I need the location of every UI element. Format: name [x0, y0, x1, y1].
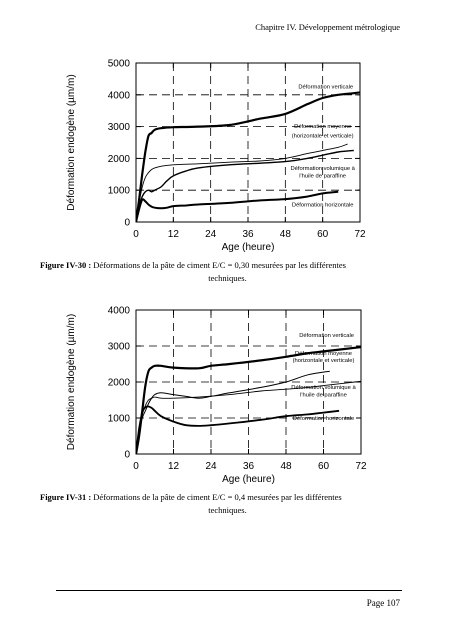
series-annotation: Déformation volumique à: [290, 166, 355, 173]
caption-number: Figure IV-31 :: [40, 492, 92, 502]
series-line-1: [136, 371, 330, 454]
x-tick-label: 48: [279, 229, 291, 240]
series-line-1: [136, 144, 348, 222]
caption-text: Déformations de la pâte de ciment E/C = 0,4 mesurées par les différentes: [91, 492, 342, 502]
y-tick-label: 2000: [107, 377, 130, 389]
series-annotation: (horizontale et verticale): [291, 133, 354, 140]
y-tick-label: 1000: [107, 413, 130, 425]
series-annotation: Déformation volumique à: [291, 385, 356, 392]
y-tick-label: 4000: [107, 305, 130, 317]
caption-number: Figure IV-30 :: [40, 260, 92, 270]
x-tick-label: 36: [242, 229, 254, 240]
series-annotation: Déformation moyenne: [294, 351, 353, 357]
y-tick-label: 0: [124, 449, 130, 461]
series-annotation: Déformation horizontale: [292, 415, 355, 422]
x-tick-label: 60: [317, 229, 329, 240]
x-tick-label: 72: [355, 461, 367, 472]
x-tick-label: 48: [280, 461, 292, 472]
x-tick-label: 72: [354, 229, 366, 240]
y-axis-label: Déformation endogène (µm/m): [66, 74, 77, 211]
x-axis-label: Age (heure): [222, 474, 275, 485]
y-tick-label: 3000: [107, 122, 130, 134]
y-tick-label: 2000: [107, 153, 130, 165]
y-tick-label: 0: [124, 217, 130, 229]
page-number: Page 107: [366, 598, 400, 608]
y-tick-label: 3000: [107, 341, 130, 353]
figure-caption-iv-30: [40, 259, 415, 285]
chart-figure-iv-30: [0, 50, 452, 258]
caption-text-line2: techniques.: [208, 273, 247, 283]
series-annotation: (horizontale et verticale): [292, 358, 355, 365]
caption-text: Déformations de la pâte de ciment E/C = 0,30 mesurées par les différentes: [91, 260, 346, 270]
x-tick-label: 60: [317, 461, 330, 472]
series-annotation: l'huile de paraffine: [300, 392, 347, 399]
x-tick-label: 36: [242, 461, 255, 472]
figure-caption-iv-31: [40, 491, 415, 517]
series-annotation: l'huile de paraffine: [299, 173, 347, 180]
caption-text-line2: techniques.: [208, 505, 247, 515]
y-axis-label: Déformation endogène (µm/m): [66, 313, 77, 451]
x-axis-label: Age (heure): [221, 242, 275, 253]
y-tick-label: 4000: [107, 90, 130, 102]
series-annotation: Déformation moyenne: [294, 124, 352, 131]
x-tick-label: 12: [167, 461, 180, 472]
chapter-header: Chapitre IV. Développement métrologique: [255, 22, 400, 32]
series-annotation: Déformation verticale: [299, 333, 355, 339]
x-tick-label: 0: [133, 229, 139, 240]
series-line-3: [136, 406, 339, 454]
y-tick-label: 1000: [107, 185, 130, 197]
chart-figure-iv-31: [0, 296, 452, 490]
x-tick-label: 12: [167, 229, 179, 240]
x-tick-label: 24: [205, 461, 217, 472]
footer-divider: [56, 590, 402, 591]
y-tick-label: 5000: [107, 58, 130, 70]
x-tick-label: 24: [205, 229, 217, 240]
series-annotation: Déformation horizontale: [291, 202, 354, 209]
series-annotation: Déformation verticale: [298, 84, 354, 91]
x-tick-label: 0: [133, 461, 139, 472]
